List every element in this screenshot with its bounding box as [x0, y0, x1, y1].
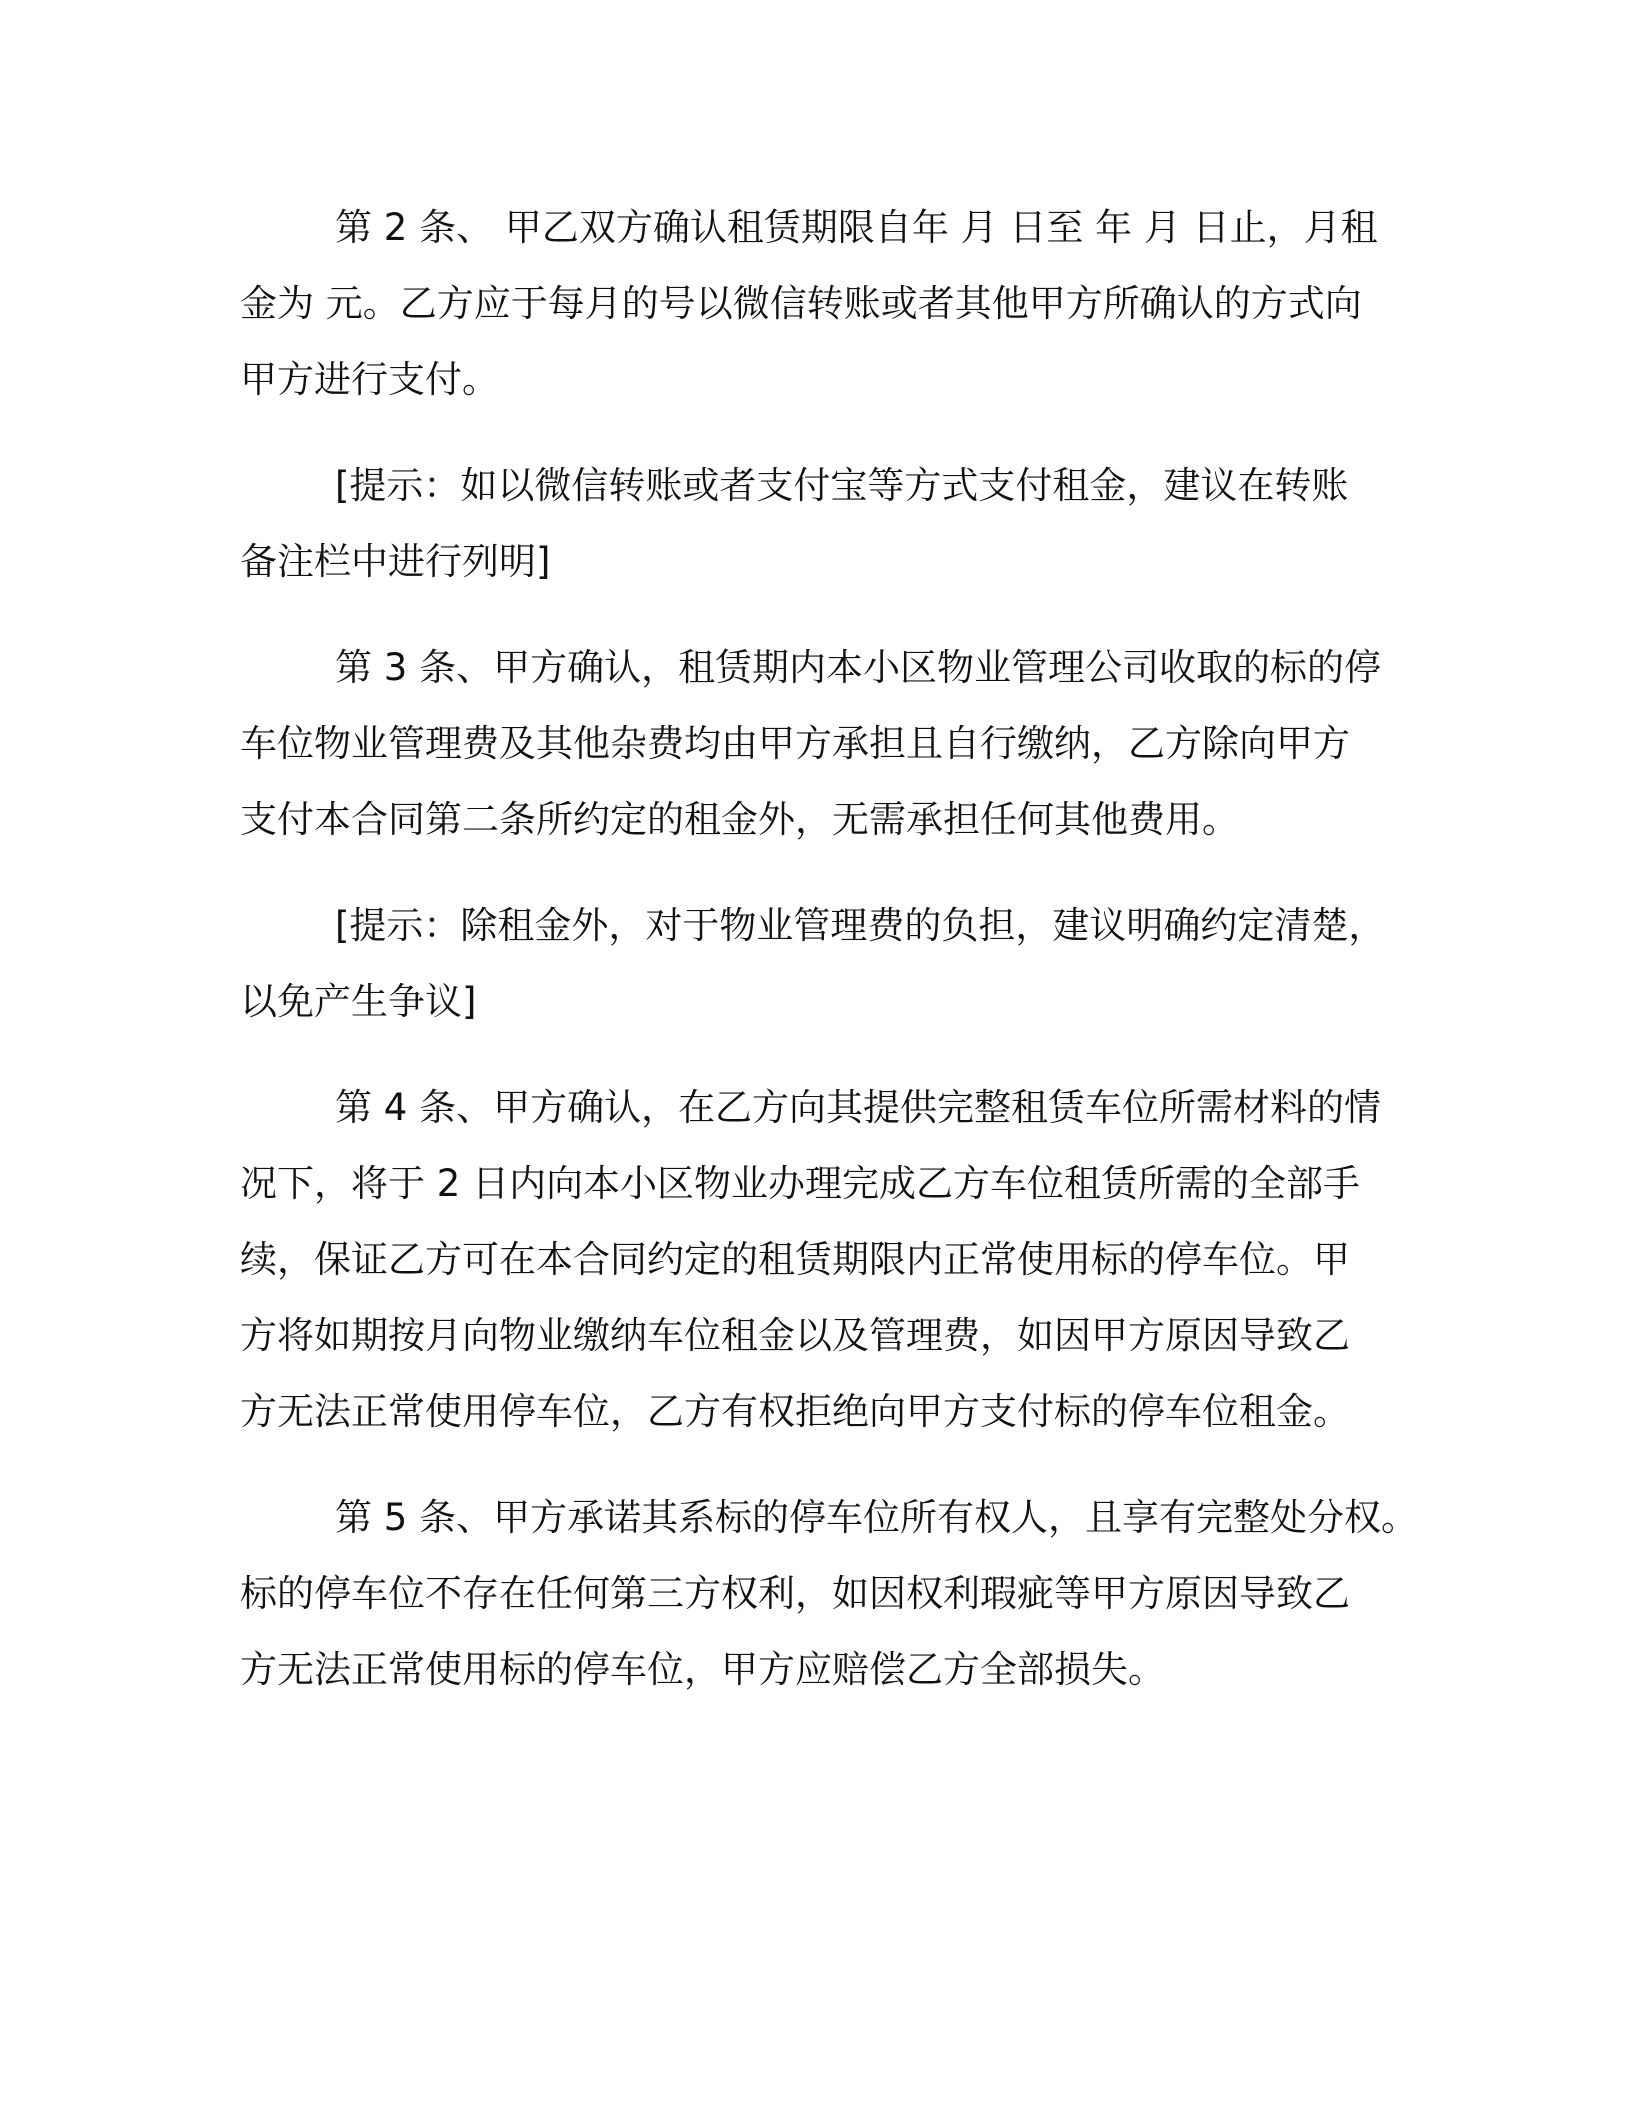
clause-3 [240, 630, 1400, 858]
hint-property-fee-line-1: [提示：除租金外，对于物业管理费的负担，建议明确约定清楚， [335, 904, 1386, 947]
hint-property-fee [240, 888, 1400, 1040]
clause-4-line-4: 方将如期按月向物业缴纳车位租金以及管理费，如因甲方原因导致乙 [240, 1314, 1350, 1357]
clause-5-line-1: 第 5 条、甲方承诺其系标的停车位所有权人，且享有完整处分权。 [335, 1496, 1419, 1539]
clause-2-line-1: 第 2 条、 甲乙双方确认租赁期限自年 月 日至 年 月 日止，月租 [335, 206, 1378, 249]
clause-3-line-2: 车位物业管理费及其他杂费均由甲方承担且自行缴纳，乙方除向甲方 [240, 722, 1350, 765]
clause-5-line-2: 标的停车位不存在任何第三方权利，如因权利瑕疵等甲方原因导致乙 [240, 1572, 1350, 1615]
clause-4-line-3: 续，保证乙方可在本合同约定的租赁期限内正常使用标的停车位。甲 [240, 1238, 1350, 1281]
document-body [240, 190, 1419, 1738]
clause-5-line-3: 方无法正常使用标的停车位，甲方应赔偿乙方全部损失。 [240, 1648, 1165, 1691]
clause-5 [240, 1480, 1419, 1708]
hint-payment [240, 448, 1400, 600]
clause-4 [240, 1070, 1400, 1450]
clause-4-line-1: 第 4 条、甲方确认，在乙方向其提供完整租赁车位所需材料的情 [335, 1086, 1382, 1129]
clause-4-line-2: 况下，将于 2 日内向本小区物业办理完成乙方车位租赁所需的全部手 [240, 1162, 1361, 1205]
clause-3-line-3: 支付本合同第二条所约定的租金外，无需承担任何其他费用。 [240, 798, 1239, 841]
hint-property-fee-line-2: 以免产生争议] [240, 980, 477, 1023]
clause-2-line-2: 金为 元。乙方应于每月的号以微信转账或者其他甲方所确认的方式向 [240, 282, 1362, 325]
hint-payment-line-1: [提示：如以微信转账或者支付宝等方式支付租金，建议在转账 [335, 464, 1349, 507]
hint-payment-line-2: 备注栏中进行列明] [240, 540, 551, 583]
clause-2-line-3: 甲方进行支付。 [240, 358, 499, 401]
clause-4-line-5: 方无法正常使用停车位，乙方有权拒绝向甲方支付标的停车位租金。 [240, 1390, 1350, 1433]
clause-2 [240, 190, 1400, 418]
clause-3-line-1: 第 3 条、甲方确认，租赁期内本小区物业管理公司收取的标的停 [335, 646, 1382, 689]
